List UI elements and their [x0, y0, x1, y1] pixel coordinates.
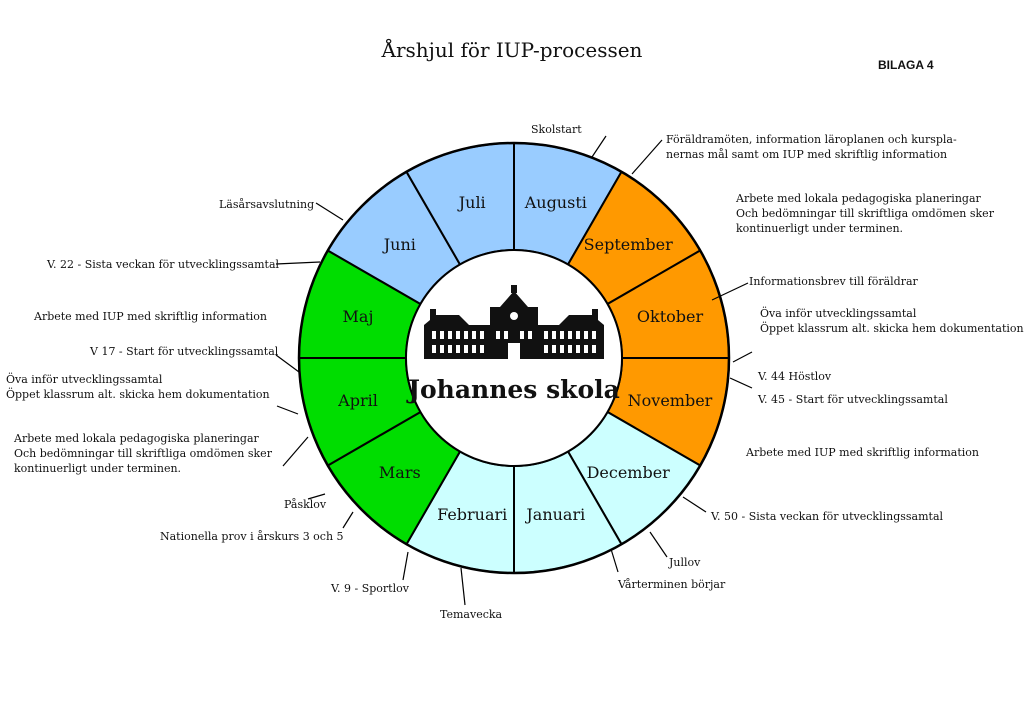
annotation-ova-apr-line2: Öppet klassrum alt. skicka hem dokumentation: [6, 388, 270, 401]
leader-line-ova-apr: [277, 406, 298, 414]
month-label-maj: Maj: [342, 307, 374, 327]
month-label-juni: Juni: [383, 234, 416, 254]
annotation-ova-okt-line2: Öppet klassrum alt. skicka hem dokumentation: [760, 322, 1024, 335]
leader-line-v22: [276, 262, 320, 264]
leader-line-varterminen: [611, 549, 618, 572]
leader-line-jullov: [650, 532, 667, 557]
annotation-nationella: Nationella prov i årskurs 3 och 5: [160, 530, 344, 543]
annotation-varterminen: Vårterminen börjar: [618, 578, 726, 591]
annotation-foraldramoten-line1: Föräldramöten, information läroplanen och kurspla-: [666, 133, 957, 146]
annotation-ova-okt-line1: Öva inför utvecklingssamtal: [760, 307, 917, 320]
month-label-september: September: [583, 234, 673, 254]
month-label-januari: Januari: [526, 504, 586, 524]
annotation-iup-nov: Arbete med IUP med skriftlig information: [746, 446, 979, 459]
leader-line-v17: [276, 355, 299, 372]
annotation-arbete-mar-line2: Och bedömningar till skriftliga omdömen sker: [14, 447, 272, 460]
annotation-v50: V. 50 - Sista veckan för utvecklingssamtal: [711, 510, 944, 523]
annotation-v45: V. 45 - Start för utvecklingssamtal: [758, 393, 948, 406]
leader-line-v50: [683, 497, 706, 512]
annotation-lasarsavslutning: Läsårsavslutning: [219, 198, 315, 211]
annotation-arbete-sep-line2: Och bedömningar till skriftliga omdömen sker: [736, 207, 994, 220]
month-label-april: April: [338, 390, 378, 410]
month-label-november: November: [627, 390, 713, 410]
diagram-title: Årshjul för IUP-processen: [381, 38, 643, 62]
annotation-foraldramoten-line2: nernas mål samt om IUP med skriftlig information: [666, 148, 948, 161]
month-label-juli: Juli: [458, 193, 486, 213]
annotation-v9: V. 9 - Sportlov: [331, 582, 409, 595]
leader-line-temavecka: [461, 568, 465, 605]
leader-line-foraldramoten: [632, 140, 662, 174]
month-label-oktober: Oktober: [636, 307, 704, 327]
leader-line-lasarsavslutning: [316, 203, 343, 220]
month-label-mars: Mars: [378, 463, 421, 483]
leader-line-v44: [733, 352, 752, 362]
annotation-arbete-mar-line3: kontinuerligt under terminen.: [14, 462, 182, 475]
leader-line-arbete-mar: [283, 437, 308, 466]
month-label-augusti: Augusti: [524, 193, 587, 213]
leader-line-v9: [403, 552, 408, 580]
annotation-arbete-sep-line1: Arbete med lokala pedagogiska planeringar: [736, 192, 981, 205]
annotation-temavecka: Temavecka: [440, 608, 503, 621]
annotation-pasklov: Påsklov: [284, 498, 327, 511]
month-label-december: December: [586, 463, 670, 483]
annotation-arbete-sep-line3: kontinuerligt under terminen.: [736, 222, 904, 235]
leader-line-v45: [730, 378, 752, 388]
annotation-ova-apr-line1: Öva inför utvecklingssamtal: [6, 373, 163, 386]
annotation-v44: V. 44 Höstlov: [758, 370, 832, 383]
appendix-label: BILAGA 4: [878, 58, 934, 72]
logo-text: Johannes skola: [408, 375, 620, 404]
annotation-iup-maj: Arbete med IUP med skriftlig information: [34, 310, 267, 323]
annotation-skolstart: Skolstart: [531, 123, 582, 136]
annotation-jullov: Jullov: [669, 556, 701, 569]
month-label-februari: Februari: [437, 504, 508, 524]
annotation-v17: V 17 - Start för utvecklingssamtal: [90, 345, 279, 358]
leader-line-nationella: [343, 512, 353, 528]
annotation-infobrev: Informationsbrev till föräldrar: [749, 275, 918, 288]
leader-line-skolstart: [592, 136, 606, 157]
annotation-arbete-mar-line1: Arbete med lokala pedagogiska planeringar: [14, 432, 259, 445]
annotation-v22: V. 22 - Sista veckan för utvecklingssamtal: [47, 258, 280, 271]
